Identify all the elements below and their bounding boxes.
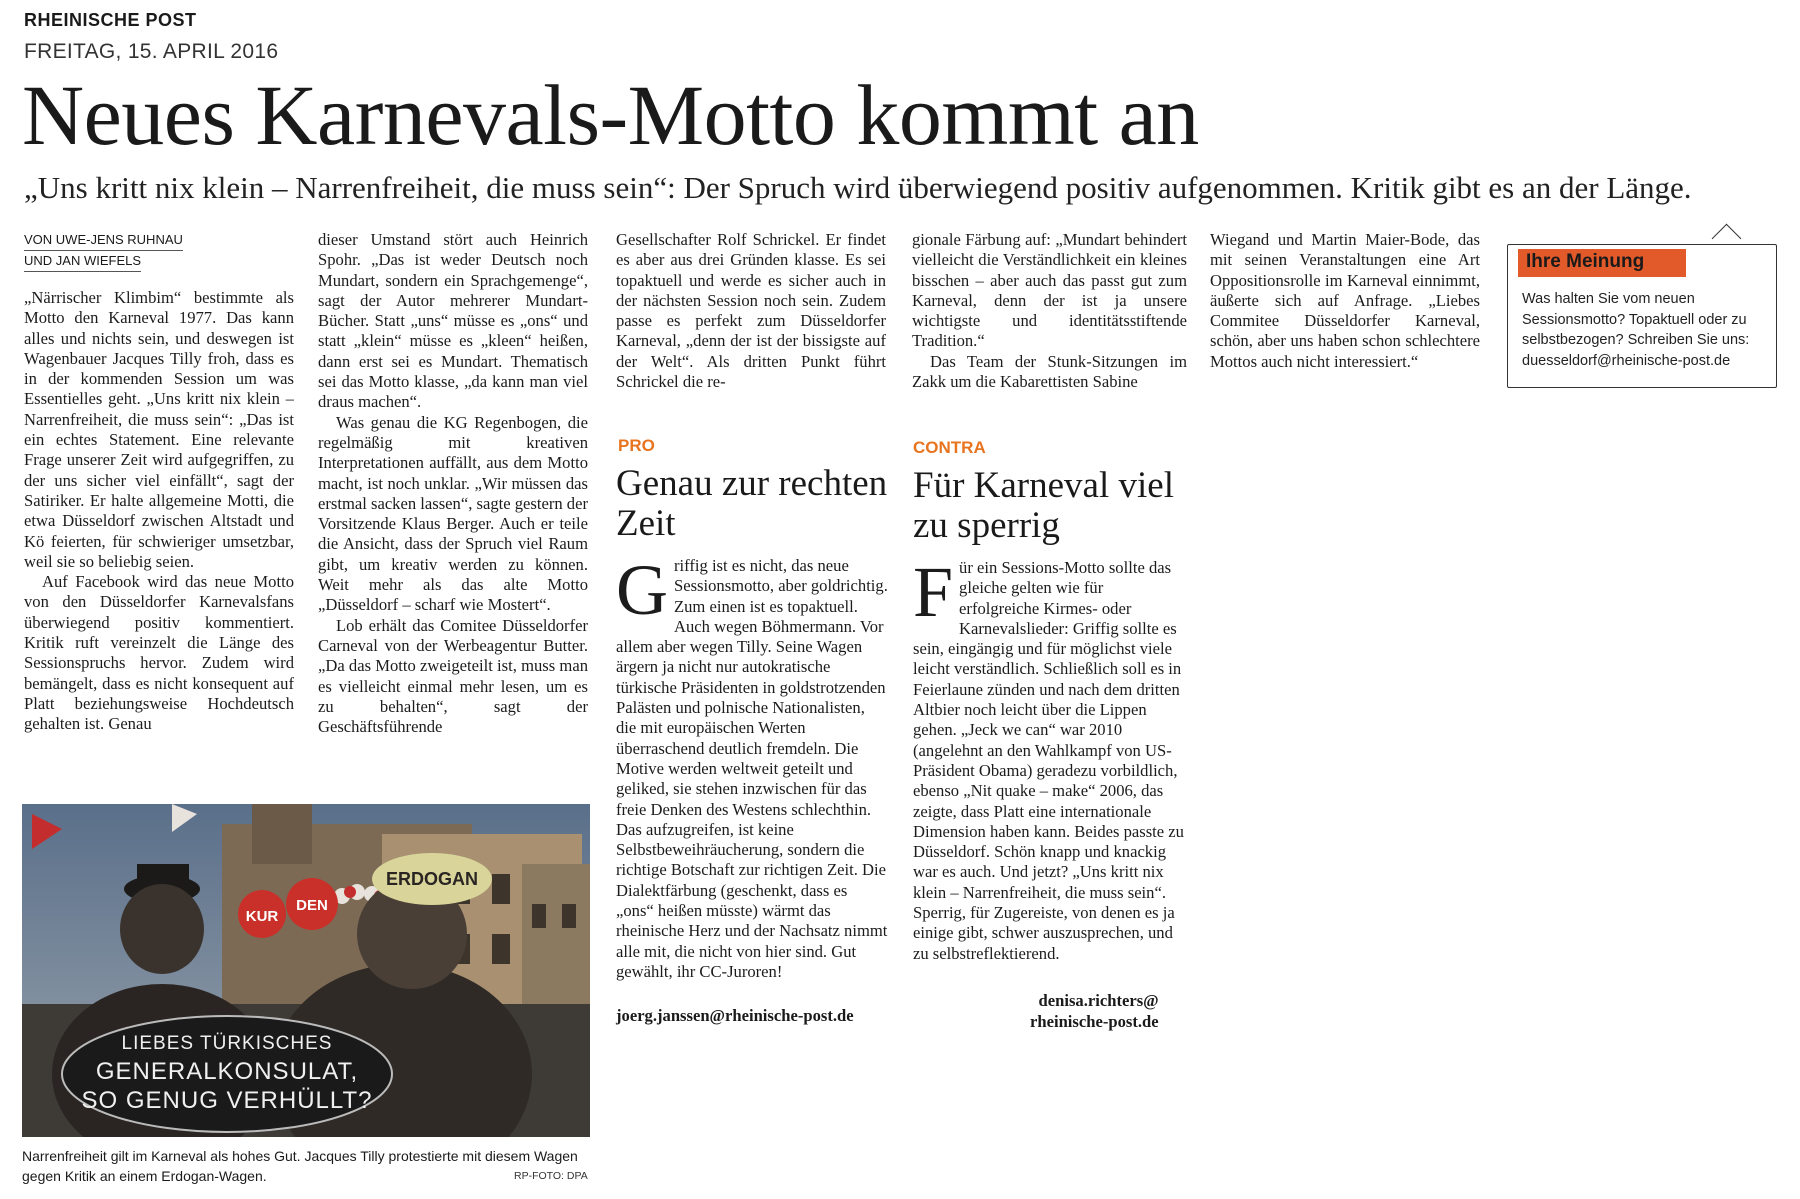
pro-body — [616, 556, 888, 1026]
article-column-4 — [912, 230, 1187, 410]
paragraph: Lob erhält das Comitee Düsseldorfer Carneval von der Werbeagentur Butter. „Da das Motto zweigeteilt ist, muss man es vielleicht einmal mehr lesen, um es zu behalten“, sagt der Geschäftsführende — [318, 615, 588, 737]
issue-date: FREITAG, 15. APRIL 2016 — [24, 40, 279, 63]
email-line: rheinische-post.de — [1030, 1012, 1159, 1031]
contra-body — [913, 558, 1185, 1028]
paragraph: Das Team der Stunk-Sitzungen im Zakk um die Kabarettisten Sabine — [912, 351, 1187, 392]
article-column-5 — [1210, 230, 1480, 390]
paragraph: „Närrischer Klimbim“ bestimmte als Motto den Karneval 1977. Das kann alles und nichts sein, und deswegen ist Wagenbauer Jacques Tilly froh, dass es in der kommenden Session um was Essentielles geht. „Uns kritt nix klein – Narrenfreiheit, die muss sein“: „Das ist ein echtes Statement. Eine relevante Frage unserer Zeit wird aufgegriffen, zu der uns sicher viel einfällt“, sagt der Satiriker. Er halte allgemeine Motti, die etwa Düsseldorf zwischen Altstadt und Kö feierten, für schwieriger umsetzbar, weil sie so beliebig seien. — [24, 288, 294, 571]
masthead: RHEINISCHE POST — [24, 10, 197, 30]
headline: Neues Karnevals-Motto kommt an — [22, 67, 1199, 163]
hat-label: ERDOGAN — [385, 869, 479, 889]
article-column-1 — [24, 288, 294, 773]
photo-illustration — [22, 804, 590, 1137]
balloon-label: KUR — [245, 908, 279, 925]
subheadline: „Uns kritt nix klein – Narrenfreiheit, die muss sein“: Der Spruch wird überwiegend positiv aufgenommen. Kritik gibt es an der Länge. — [24, 170, 1692, 205]
opinion-text: Was halten Sie vom neuen Sessionsmotto? Topaktuell oder zu selbstbezogen? Schreiben Sie uns: duesseldorf@rheinische-post.de — [1522, 291, 1750, 369]
photo-caption: Narrenfreiheit gilt im Karneval als hohes Gut. Jacques Tilly protestierte mit diesem Wagen gegen Kritik an einem Erdogan-Wagen. — [22, 1148, 578, 1184]
byline — [24, 230, 294, 272]
pro-kicker: PRO — [618, 436, 655, 455]
byline-line: VON UWE-JENS RUHNAU — [24, 230, 183, 251]
paragraph: Was genau die KG Regenbogen, die regelmäßig mit kreativen Interpretationen auffällt, aus dem Motto macht, ist noch unklar. „Wir müssen das erstmal sacken lassen“, sagte gestern der Vorsitzende Klaus Berger. Auch er teile die Ansicht, dass der Spruch viel Raum gibt, um kreativ werden zu können. Weit mehr als das alte Motto „Düsseldorf – scharf wie Mostert“. — [318, 412, 588, 615]
pro-text: riffig ist es nicht, das neue Sessionsmotto, aber goldrichtig. Zum einen ist es topaktuell. Auch wegen Böhmermann. Vor allem aber wegen Tilly. Seine Wagen ärgern ja nicht nur autokratische türkische Präsidenten in goldstrotzenden Palästen und polnische Nationalisten, die mit europäischen Werten überraschend deutlich fremdeln. Die Motive werden weltweit geteilt und geliked, sie stehen inzwischen für das freie Denken des Westens schlechthin. Das aufzugreifen, ist keine Selbstbeweihräucherung, sondern die richtige Botschaft zur richtigen Zeit. Die Dialektfärbung (geschenkt, dass es „ons“ heißen müsste) wärmt das rheinische Herz und der Nachsatz nimmt alle mit, die nicht von hier sind. Gut gewählt, ihr CC-Juroren! — [616, 556, 888, 981]
article-column-3 — [616, 230, 886, 410]
paragraph: Gesellschafter Rolf Schrickel. Er findet es aber aus drei Gründen klasse. Es sei topaktuell und werde es sicher auch in der nächsten Session noch sein. Zudem passe es perfekt zum Düsseldorfer Karneval, „denn der ist der bissigste auf der Welt“. Als dritten Punkt führt Schrickel die re- — [616, 230, 886, 392]
email-line: denisa.richters@ — [1038, 991, 1159, 1010]
paragraph: Auf Facebook wird das neue Motto von den Düsseldorfer Karnevalsfans überwiegend positiv kommentiert. Kritik ruft vereinzelt die Länge des Sessionspruchs hervor. Zudem wird bemängelt, dass es nicht konsequent auf Platt beziehungsweise Hochdeutsch gehalten ist. Genau — [24, 572, 294, 734]
carnival-float-photo — [22, 804, 590, 1137]
reader-opinion-box — [1507, 244, 1777, 388]
contra-title: Für Karneval viel zu sperrig — [913, 465, 1174, 546]
paragraph: dieser Umstand stört auch Heinrich Spohr. „Das ist weder Deutsch noch Mundart, sondern ein Sprachgemenge“, sagt der Autor mehrerer Mundart-Bücher. Statt „uns“ müsse es „ons“ und statt „klein“ müsse es „kleen“ heißen, dann erst sei es Mundart. Thematisch sei das Motto klasse, „da kann man viel draus machen“. — [318, 230, 588, 412]
article-column-2 — [318, 230, 588, 775]
opinion-title: Ihre Meinung — [1526, 251, 1645, 272]
pro-title: Genau zur rechten Zeit — [616, 463, 888, 544]
drop-cap: F — [913, 558, 954, 632]
drop-cap: G — [616, 556, 668, 630]
sign-line: LIEBES TÜRKISCHES — [121, 1033, 333, 1054]
contra-author-email — [1030, 990, 1159, 1032]
photo-credit: RP-FOTO: DPA — [514, 1170, 588, 1182]
sign-line: GENERALKONSULAT, — [95, 1058, 359, 1085]
byline-line: UND JAN WIEFELS — [24, 251, 141, 272]
sign-line: SO GENUG VERHÜLLT? — [81, 1087, 373, 1114]
balloon-label: DEN — [296, 897, 328, 914]
pro-author-email: joerg.janssen@rheinische-post.de — [616, 1006, 854, 1025]
paragraph: gionale Färbung auf: „Mundart behindert vielleicht die Verständlichkeit ein kleines bisschen – aber auch das passt gut zum Karneval, denn der ist ja unsere wichtigste und identitätsstiftende Tradition.“ — [912, 230, 1187, 351]
paragraph: Wiegand und Martin Maier-Bode, das mit seinen Veranstaltungen eine Art Oppositionsrolle im Karneval einnimmt, äußerte sich auf Anfrage. „Liebes Commitee Düsseldorfer Karneval, schön, aber uns haben schon schlechtere Mottos auch nicht interessiert.“ — [1210, 230, 1480, 371]
contra-kicker: CONTRA — [913, 438, 986, 457]
contra-text: ür ein Sessions-Motto sollte das gleiche gelten wie für erfolgreiche Kirmes- oder Karnevalslieder: Griffig sollte es sein, eingängig und für möglichst viele leicht verständlich. Schließlich soll es in Feierlaune zünden und nach dem dritten Altbier noch leicht über die Lippen gehen. „Jeck we can“ war 2010 (angelehnt an den Wahlkampf von US-Präsident Obama) geradezu vorbildlich, ebenso „Nit quake – make“ 2006, das zeigte, dass Platt eine internationale Dimension haben kann. Beides passte zu Düsseldorf. Schön knapp und knackig war es auch. Und jetzt? „Uns kritt nix klein – Narrenfreiheit, die muss sein“. Sperrig, für Zugereiste, von denen es ja einige gibt, schwer auszusprechen, und zu selbstreflektierend. — [913, 558, 1184, 963]
